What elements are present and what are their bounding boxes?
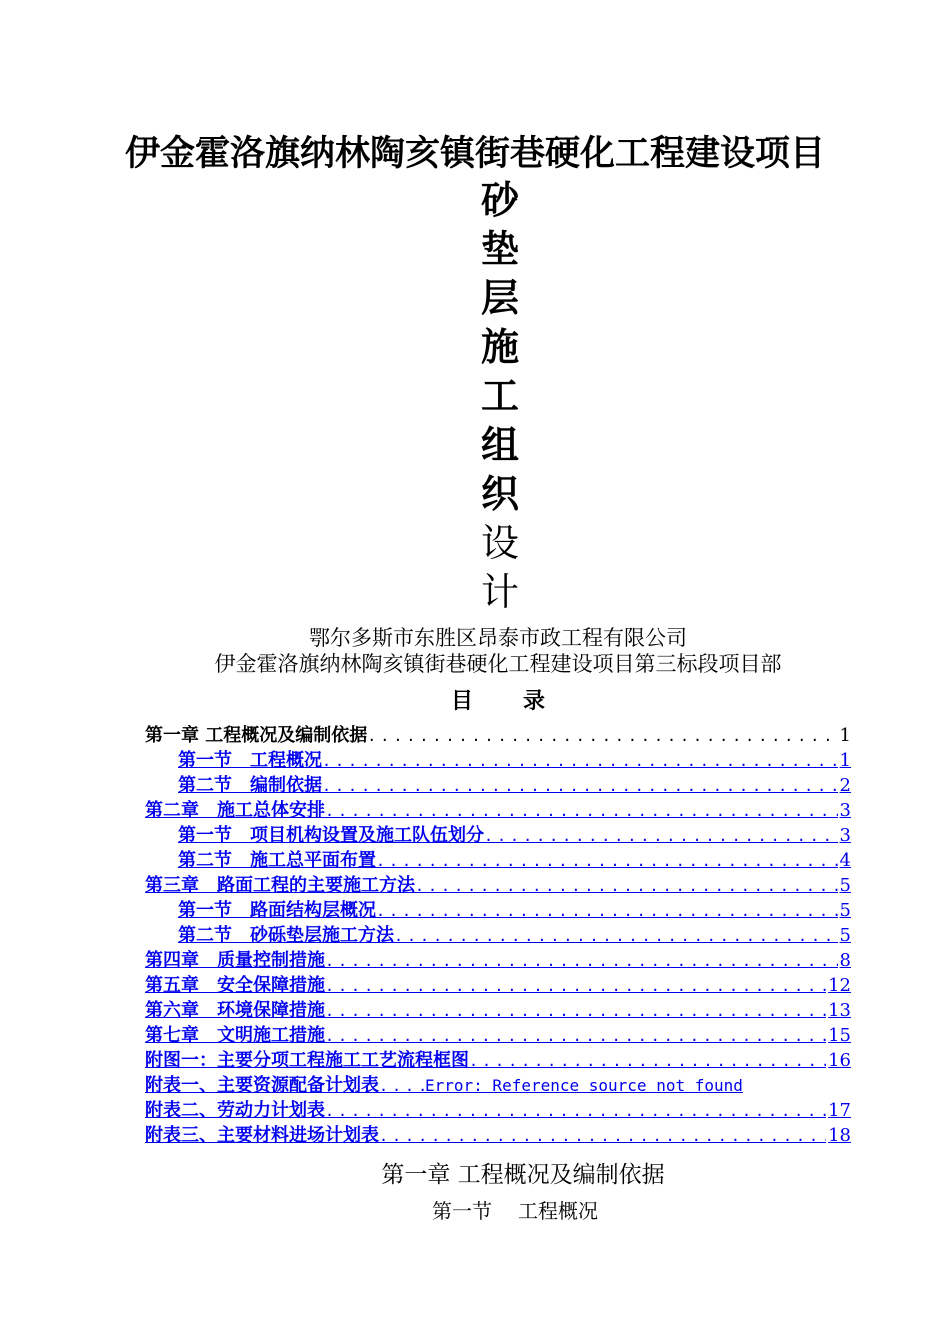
toc-leader-dots bbox=[415, 875, 838, 897]
toc-link[interactable] bbox=[145, 972, 851, 997]
toc-link[interactable] bbox=[145, 1047, 851, 1072]
toc-leader-dots bbox=[376, 900, 838, 922]
toc-entry-label: 第四章 质量控制措施 bbox=[145, 950, 325, 971]
toc-leader-dots bbox=[325, 1025, 826, 1047]
toc-entry-label: 第三章 路面工程的主要施工方法 bbox=[145, 875, 415, 896]
toc-link[interactable] bbox=[145, 947, 851, 972]
chapter-heading: 第一章 工程概况及编制依据 bbox=[381, 1162, 665, 1188]
toc-entry-label: 第一节 项目机构设置及施工队伍划分 bbox=[178, 825, 484, 846]
toc-entry-label: 附表二、劳动力计划表 bbox=[145, 1100, 325, 1121]
document-main-title: 伊金霍洛旗纳林陶亥镇街巷硬化工程建设项目 bbox=[124, 134, 825, 174]
toc-heading bbox=[0, 684, 950, 715]
toc-entry-label: 第二节 施工总平面布置 bbox=[178, 850, 376, 871]
toc-entry-page: 18 bbox=[828, 1125, 851, 1146]
toc-link[interactable] bbox=[145, 1072, 851, 1097]
subtitle-char: 工 bbox=[480, 374, 519, 418]
toc-entry bbox=[145, 722, 851, 747]
toc-heading-left: 目 bbox=[450, 689, 473, 714]
toc-leader-dots bbox=[325, 1000, 826, 1022]
toc-entry-label: 附表三、主要材料进场计划表 bbox=[145, 1125, 379, 1146]
section-heading bbox=[0, 1195, 950, 1224]
toc-entry-page: 5 bbox=[839, 925, 851, 946]
toc-leader-dots bbox=[394, 925, 838, 947]
toc-leader-dots bbox=[379, 1075, 425, 1097]
toc-leader-dots bbox=[484, 825, 838, 847]
toc-entry-label: 附表一、主要资源配备计划表 bbox=[145, 1075, 379, 1096]
toc-leader-dots bbox=[469, 1050, 826, 1072]
toc-entry-label: 第七章 文明施工措施 bbox=[145, 1025, 325, 1046]
section-heading-number: 第一节 bbox=[432, 1199, 492, 1223]
toc-entry-label: 第一章 工程概况及编制依据 bbox=[145, 725, 368, 746]
toc-entry-label: 第六章 环境保障措施 bbox=[145, 1000, 325, 1021]
toc-link[interactable] bbox=[145, 897, 851, 922]
subtitle-char: 设 bbox=[480, 521, 519, 565]
toc-entry-label: 附图一：主要分项工程施工工艺流程框图 bbox=[145, 1050, 469, 1071]
toc-entry-label: 第一节 工程概况 bbox=[178, 750, 322, 771]
toc-link[interactable] bbox=[145, 922, 851, 947]
toc-link[interactable] bbox=[145, 997, 851, 1022]
toc-heading-right: 录 bbox=[523, 689, 546, 714]
subtitle-vertical bbox=[0, 176, 950, 617]
toc-entry-label: 第二节 砂砾垫层施工方法 bbox=[178, 925, 394, 946]
toc-entry-page: 3 bbox=[839, 800, 851, 821]
toc-leader-dots bbox=[325, 975, 826, 997]
toc-leader-dots bbox=[325, 1100, 826, 1122]
toc-entry-page: 17 bbox=[828, 1100, 851, 1121]
toc-leader-dots bbox=[367, 725, 837, 747]
toc-entry-page: 1 bbox=[839, 725, 851, 746]
toc-leader-dots bbox=[322, 750, 838, 772]
toc-leader-dots bbox=[379, 1125, 826, 1147]
toc-entry-page: 13 bbox=[828, 1000, 851, 1021]
toc-leader-dots bbox=[325, 800, 838, 822]
toc-link[interactable] bbox=[145, 1097, 851, 1122]
toc-link[interactable] bbox=[145, 797, 851, 822]
toc-entry-page: 8 bbox=[839, 950, 851, 971]
company-name: 鄂尔多斯市东胜区昂泰市政工程有限公司 bbox=[309, 626, 687, 650]
project-department: 伊金霍洛旗纳林陶亥镇街巷硬化工程建设项目第三标段项目部 bbox=[214, 652, 782, 676]
toc-entry-page: 4 bbox=[839, 850, 851, 871]
subtitle-char: 组 bbox=[480, 423, 519, 467]
subtitle-char: 施 bbox=[480, 325, 519, 369]
subtitle-char: 砂 bbox=[480, 178, 519, 222]
toc-link[interactable] bbox=[145, 822, 851, 847]
toc-leader-dots bbox=[325, 950, 838, 972]
toc-entry-page: 15 bbox=[828, 1025, 851, 1046]
subtitle-char: 垫 bbox=[480, 227, 519, 271]
toc-entry-page: 3 bbox=[839, 825, 851, 846]
toc-link[interactable] bbox=[145, 1122, 851, 1147]
toc-entry-page: 5 bbox=[839, 875, 851, 896]
toc-entry-error: Error: Reference source not found bbox=[425, 1076, 743, 1095]
toc-link[interactable] bbox=[145, 747, 851, 772]
toc-link[interactable] bbox=[145, 772, 851, 797]
toc-entry-label: 第五章 安全保障措施 bbox=[145, 975, 325, 996]
toc-entry-label: 第二章 施工总体安排 bbox=[145, 800, 325, 821]
table-of-contents bbox=[145, 722, 851, 1147]
toc-entry-label: 第二节 编制依据 bbox=[178, 775, 322, 796]
toc-link[interactable] bbox=[145, 847, 851, 872]
subtitle-char: 织 bbox=[480, 472, 519, 516]
toc-entry-page: 1 bbox=[839, 750, 851, 771]
section-heading-title: 工程概况 bbox=[518, 1199, 598, 1223]
toc-entry-page: 12 bbox=[828, 975, 851, 996]
toc-entry-page: 5 bbox=[839, 900, 851, 921]
toc-leader-dots bbox=[322, 775, 838, 797]
toc-link[interactable] bbox=[145, 1022, 851, 1047]
toc-link[interactable] bbox=[145, 872, 851, 897]
toc-entry-page: 2 bbox=[839, 775, 851, 796]
subtitle-char: 层 bbox=[480, 276, 519, 320]
toc-leader-dots bbox=[376, 850, 838, 872]
toc-entry-label: 第一节 路面结构层概况 bbox=[178, 900, 376, 921]
subtitle-char: 计 bbox=[480, 570, 519, 614]
toc-entry-page: 16 bbox=[828, 1050, 851, 1071]
